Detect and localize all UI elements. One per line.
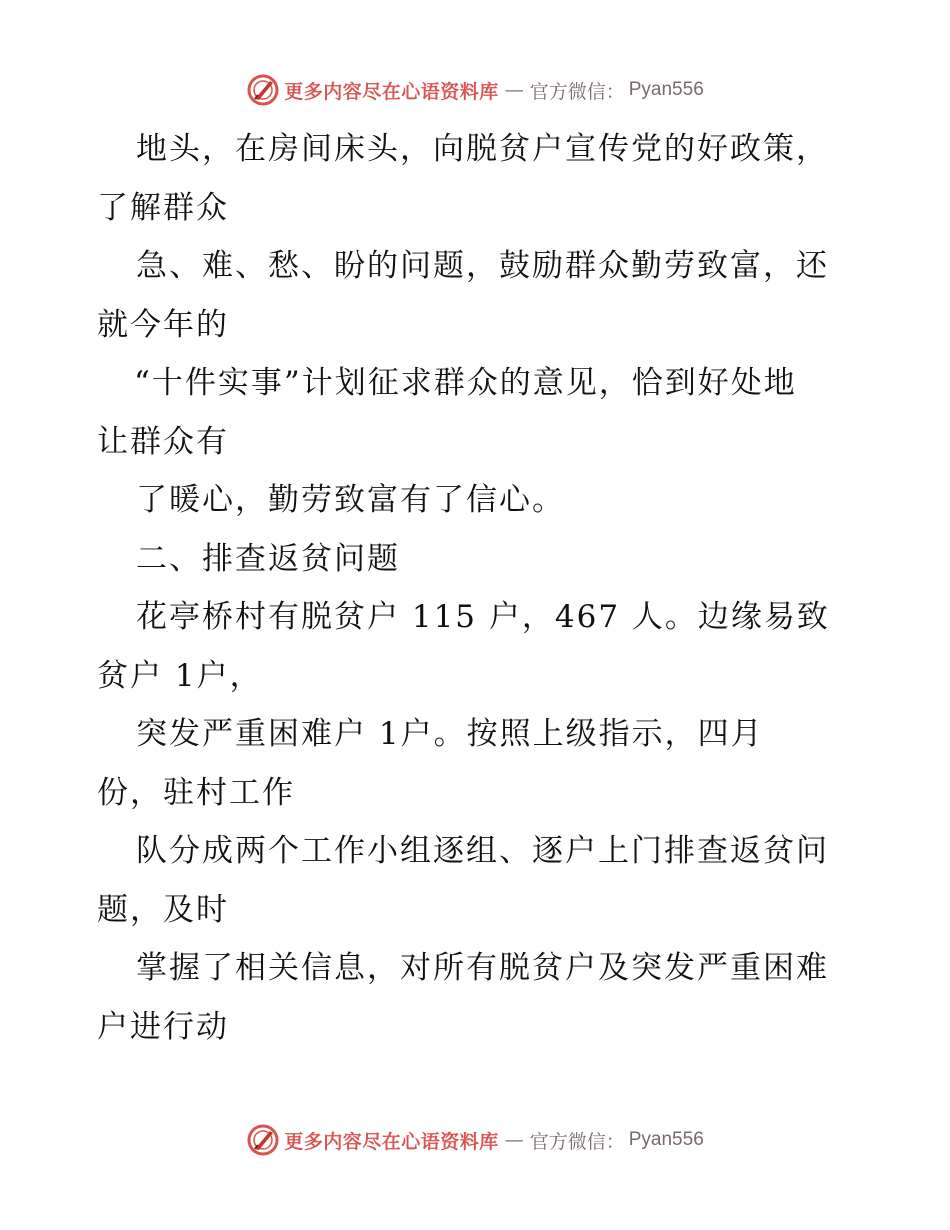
- quill-logo-icon: [246, 73, 280, 107]
- text-line: 就今年的: [97, 306, 229, 343]
- wechat-id: Pyan556: [628, 79, 704, 100]
- wechat-id: Pyan556: [628, 1129, 704, 1150]
- header-banner: [0, 70, 950, 110]
- document-body: [97, 120, 897, 1056]
- footer-banner-content: [246, 1123, 704, 1157]
- wechat-label: 官方微信：: [529, 80, 625, 103]
- text-line: 户进行动: [97, 1008, 229, 1045]
- footer-banner: [0, 1120, 950, 1160]
- separator-dash: —: [504, 1129, 524, 1151]
- text-line: 份，驻村工作: [97, 774, 295, 811]
- text-line: 题，及时: [97, 891, 229, 928]
- text-line: 花亭桥村有脱贫户 115 户，467 人。边缘易致: [136, 599, 830, 635]
- section-heading: 二、排查返贫问题: [136, 540, 400, 577]
- text-line: 地头，在房间床头，向脱贫户宣传党的好政策，: [136, 131, 829, 167]
- header-banner-content: [246, 73, 704, 107]
- text-line: 突发严重困难户 1户。按照上级指示，四月: [136, 716, 764, 752]
- brand-text: 更多内容尽在心语资料库: [284, 1130, 499, 1153]
- text-line: 队分成两个工作小组逐组、逐户上门排查返贫问: [136, 833, 829, 869]
- text-line: 掌握了相关信息，对所有脱贫户及突发严重困难: [136, 950, 829, 986]
- text-line: 了暖心，勤劳致富有了信心。: [136, 482, 565, 518]
- text-line: 让群众有: [97, 423, 229, 460]
- separator-dash: —: [504, 79, 524, 101]
- text-line: 贫户 1户，: [97, 657, 263, 694]
- brand-text: 更多内容尽在心语资料库: [284, 80, 499, 103]
- wechat-label: 官方微信：: [529, 1130, 625, 1153]
- text-line: “十件实事”计划征求群众的意见，恰到好处地: [134, 365, 797, 401]
- quill-logo-icon: [246, 1123, 280, 1157]
- text-line: 了解群众: [97, 189, 229, 226]
- text-line: 急、难、愁、盼的问题，鼓励群众勤劳致富，还: [136, 248, 829, 284]
